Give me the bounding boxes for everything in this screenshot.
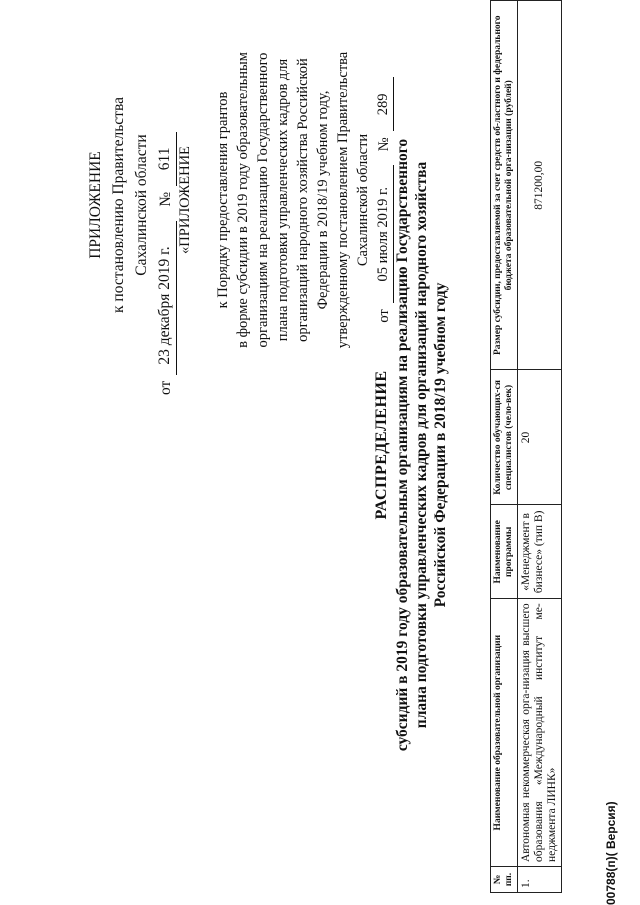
title-line-3: Российской Федерации в 2018/19 учебном году	[432, 282, 449, 608]
inner-appendix-from: от	[376, 309, 392, 323]
header-amount: Размер субсидии, предоставляемой за счет средств об-ластного и федерального бюджета образовательной орга-низации (рублей)	[491, 1, 518, 371]
distribution-table	[490, 0, 562, 893]
inner-appendix-title: «ПРИЛОЖЕНИЕ	[177, 146, 193, 254]
cell-program: «Менеджмент в бизнесе» (тип В)	[518, 505, 562, 599]
appendix-date: 23 декабря 2019 г.	[153, 221, 177, 375]
table-header-row	[491, 1, 518, 893]
cell-organization: Автономная некоммерческая орга-низация высшего образования «Международный институт ме-неджмента ЛИНК»	[518, 599, 562, 867]
title-line-2: плана подготовки управленческих кадров для организаций народного хозяйства	[413, 161, 430, 729]
inner-appendix-date: 05 июля 2019 г.	[373, 165, 394, 303]
appendix-block	[84, 15, 177, 395]
appendix-title: ПРИЛОЖЕНИЕ	[87, 151, 104, 259]
inner-appendix-line: Федерации в 2018/19 учебном году,	[315, 90, 331, 310]
appendix-from: от	[157, 380, 174, 395]
inner-appendix-no-sign: №	[376, 137, 392, 152]
appendix-no-sign: №	[157, 191, 174, 207]
header-count: Количество обучающих-ся специалистов (чело-век)	[491, 370, 518, 505]
appendix-number: 611	[153, 132, 177, 186]
cell-amount: 871200,00	[518, 1, 562, 371]
title-line-1: субсидий в 2019 году образовательным организациям на реализацию Государственного	[394, 138, 411, 752]
header-organization: Наименование образовательной организации	[491, 599, 518, 867]
cell-number: 1.	[518, 867, 562, 893]
cell-count: 20	[518, 370, 562, 505]
inner-appendix-line: плана подготовки управленческих кадров для	[275, 58, 291, 342]
table-row	[518, 1, 562, 893]
header-program: Наименование программы	[491, 505, 518, 599]
inner-appendix-line: утвержденному постановлением Правительства	[335, 51, 351, 349]
appendix-date-row	[153, 15, 177, 395]
document-title	[372, 65, 450, 825]
appendix-line-2: Сахалинской области	[133, 134, 150, 276]
inner-appendix-number: 289	[373, 77, 394, 131]
header-number: № пп.	[491, 867, 518, 893]
title-heading: РАСПРЕДЕЛЕНИЕ	[373, 370, 390, 520]
inner-appendix-line: к Порядку предоставления грантов	[215, 91, 231, 309]
inner-appendix-line: Сахалинской области	[355, 133, 371, 267]
inner-appendix-line: организациям на реализацию Государственного	[255, 52, 271, 348]
inner-appendix-line: организаций народного хозяйства Российской	[295, 58, 311, 342]
inner-appendix-line: в форме субсидии в 2019 году образовательным	[235, 52, 251, 348]
version-footer: 00788(п)( Версия)	[604, 801, 618, 905]
appendix-line-1: к постановлению Правительства	[110, 97, 127, 313]
inner-appendix-block	[175, 15, 394, 385]
